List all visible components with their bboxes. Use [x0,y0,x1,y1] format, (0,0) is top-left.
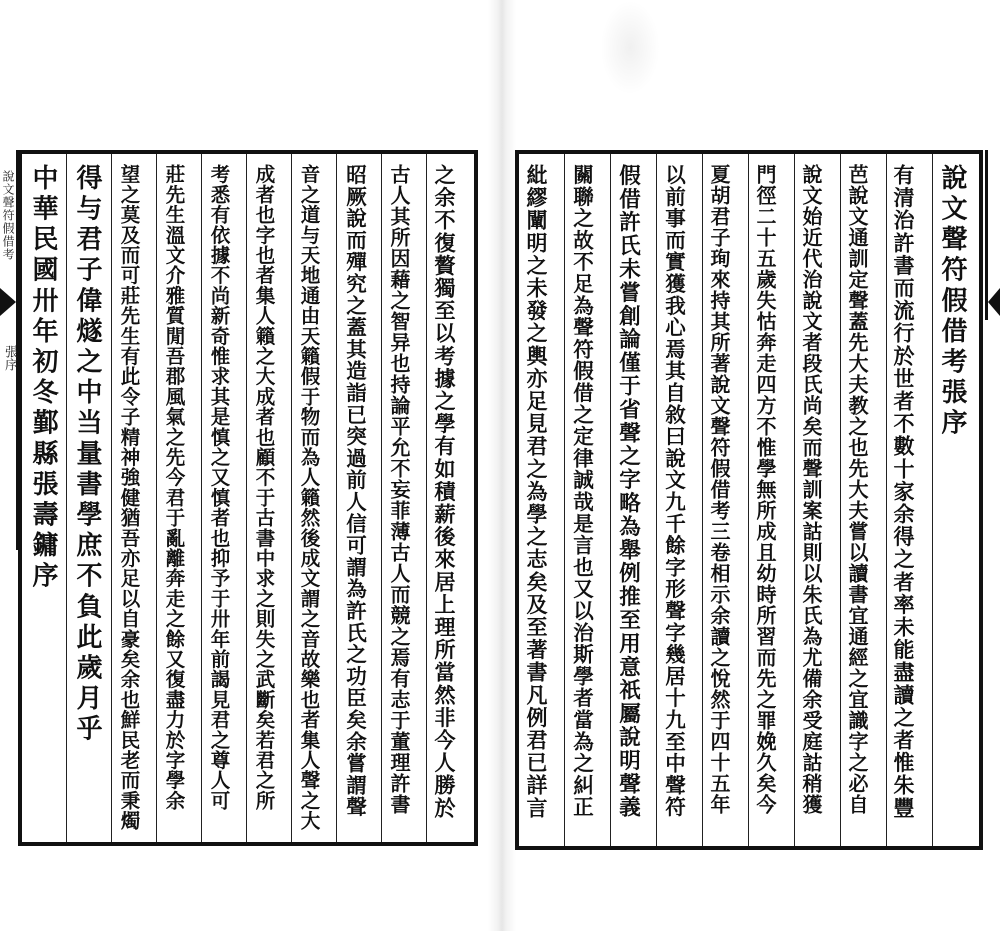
column-rule [66,154,67,842]
column-rule [564,154,565,846]
text-column: 有清治許書而流行於世者不數十家余得之者率未能盡讀之者惟朱豐 [891,164,916,820]
column-rule [156,154,157,842]
text-column: 考悉有依據不尚新奇惟求其是慎之又慎者也抑予于卅年前謁見君之尊人可 [207,164,231,811]
colophon-column: 中華民國卅年初冬鄞縣張壽鏞序 [28,164,58,593]
text-column: 得与君子偉燧之中当量書學庶不負此歲月乎 [72,164,102,746]
column-rule [381,154,382,842]
column-rule [840,154,841,846]
column-rule [610,154,611,846]
column-rule [794,154,795,846]
text-column: 望之莫及而可莊先生有此令子精神強健猶吾亦足以自豪矣余也鮮民老而秉燭 [117,164,141,831]
running-title: 說文聲符假借考 [1,170,15,261]
text-column: 夏胡君子珣來持其所著說文聲符假借考三卷相示余讀之悅然于四十五年 [707,164,731,815]
text-column: 音之道与天地通由天籟假于物而為人籟然後成文謂之音故樂也者集人聲之大 [297,164,321,831]
column-rule [702,154,703,846]
text-column: 假借許氏未嘗創論僅于省聲之字略為舉例推至用意祇屬說明聲義 [615,164,641,820]
text-column: 紕繆闡明之未發之輿亦足見君之為學之志矣及至著書凡例君已詳言 [524,164,549,820]
text-column: 說文始近代治說文者段氏尚矣而聲訓案詁則以朱氏為尤備余受庭詁稍獲 [799,164,823,815]
column-rule [291,154,292,842]
book-gutter [488,0,516,931]
column-rule [748,154,749,846]
scan-smudge [600,0,660,95]
right-page [515,150,983,850]
text-column: 昭厥說而殫究之蓋其造詣已突過前人信可謂為許氏之功臣矣余嘗謂聲 [342,164,367,818]
column-rule [426,154,427,842]
text-column: 古人其所因藉之智异也持論平允不妄菲薄古人而競之焉有志于董理許書 [387,164,411,815]
fishtail-mark-right [988,288,1000,316]
text-column: 門徑二十五歲失怙奔走四方不惟學無所成且幼時所習而先之罪娩久矣今 [753,164,777,815]
column-rule [932,154,933,846]
column-rule [656,154,657,846]
column-rule [336,154,337,842]
text-column: 芭說文通訓定聲蓋先大夫教之也先大夫嘗以讀書宜通經之宜識字之必自 [845,164,869,815]
column-rule [201,154,202,842]
column-rule [886,154,887,846]
text-column: 關聯之故不足為聲符假借之定律誠哉是言也又以治斯學者當為之糾正 [569,164,594,818]
text-column: 成者也字也者集人籟之大成者也顧不于古書中求之則失之武斷矣若君之所 [252,164,276,811]
preface-title: 說文聲符假借考張序 [937,164,967,440]
text-column: 莊先生溫文介雅質閒吾郡風氣之先今君于亂離奔走之餘又復盡力於字學余 [162,164,186,811]
text-column: 以前事而實獲我心焉其自敘曰說文九千餘字形聲字幾居十九至中聲符 [661,164,686,818]
column-rule [111,154,112,842]
column-rule [246,154,247,842]
left-page [18,150,478,846]
text-column: 之余不復贅獨至以考據之學有如積薪後來居上理所當然非今人勝於 [432,164,457,820]
fishtail-mark-left [0,288,16,316]
running-subtitle: 張序 [2,345,17,371]
